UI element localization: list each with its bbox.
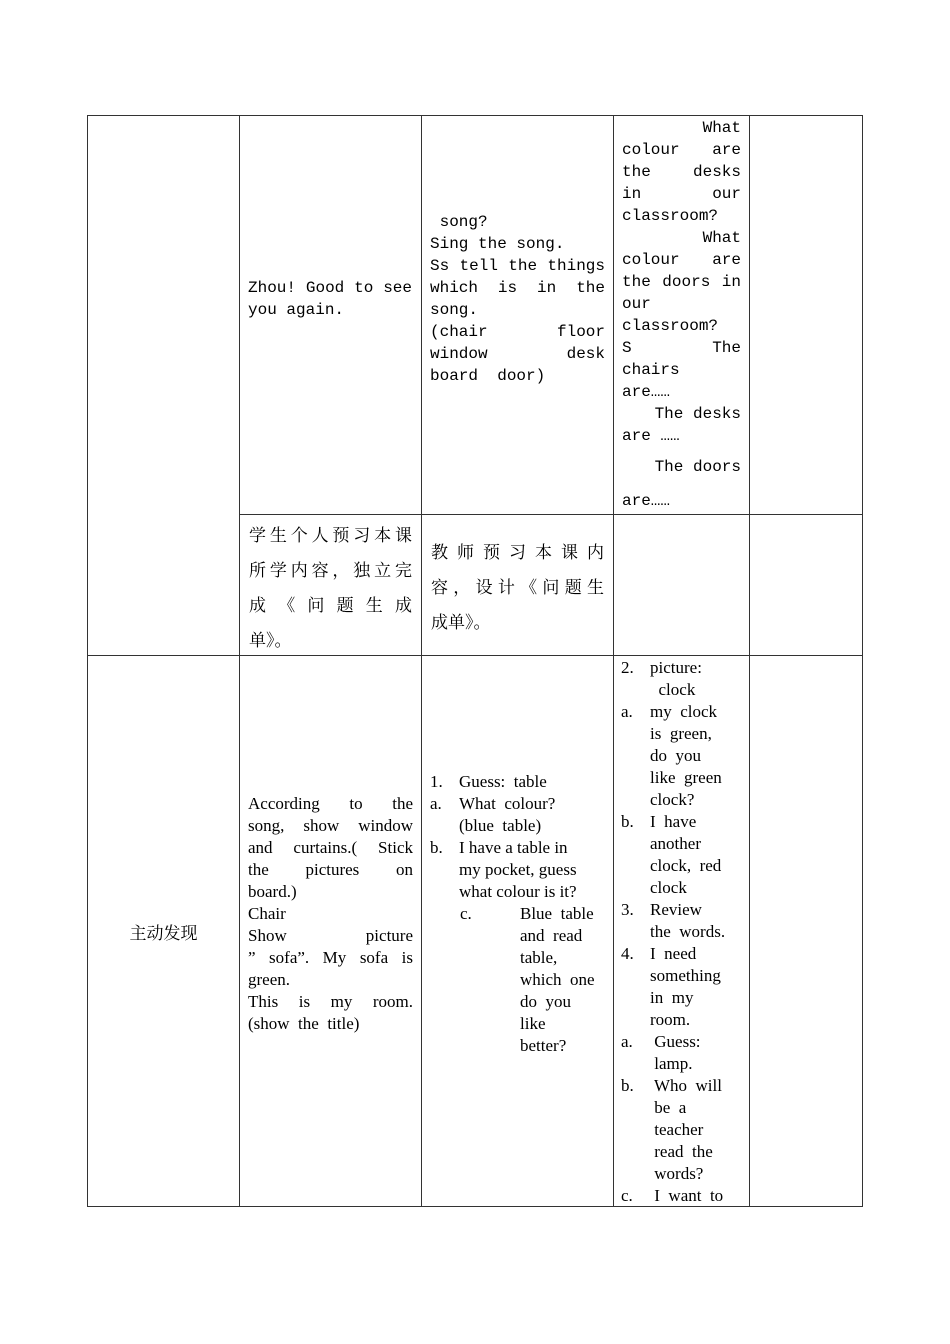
- list-marker: [621, 789, 650, 811]
- list-text: clock: [650, 878, 687, 897]
- list-text: what colour is it?: [459, 882, 577, 901]
- list-text: table,: [520, 948, 558, 967]
- list-item: [621, 1009, 745, 1031]
- list-item: [621, 1141, 745, 1163]
- text-line: board door): [430, 367, 546, 385]
- list-text: which one: [520, 970, 595, 989]
- table-border: [239, 514, 863, 515]
- text-line: window desk: [430, 345, 605, 363]
- cell-clock-activity: [621, 657, 745, 1207]
- list-text: like green: [650, 768, 722, 787]
- text-line: the doors in: [622, 273, 741, 291]
- list-item: [621, 657, 745, 679]
- list-item: [430, 1035, 606, 1057]
- text-line: you again.: [248, 301, 345, 319]
- text-line: classroom?: [622, 207, 719, 225]
- text-line: green.: [248, 970, 291, 989]
- text-line: ” sofa”. My sofa is: [248, 948, 413, 967]
- list-marker: [460, 925, 520, 947]
- list-text: teacher: [650, 1120, 704, 1139]
- list-marker: [621, 745, 650, 767]
- list-marker: a.: [621, 1032, 633, 1051]
- list-marker: [430, 859, 459, 881]
- text-line: 单》。: [249, 631, 292, 651]
- cell-guess-table: [430, 771, 606, 1057]
- list-item: [621, 679, 745, 701]
- text-line: The desks: [654, 405, 741, 423]
- text-line: Zhou! Good to see: [248, 279, 412, 297]
- list-marker: [430, 815, 459, 837]
- table-border: [862, 115, 863, 1207]
- list-item: [430, 837, 606, 859]
- list-marker: a.: [430, 794, 442, 813]
- cell-colour-questions: [622, 117, 741, 512]
- list-marker: [621, 679, 650, 701]
- list-text: (blue table): [459, 816, 542, 835]
- text-line: board.): [248, 882, 297, 901]
- list-marker: [621, 833, 650, 855]
- table-border: [87, 1206, 863, 1207]
- list-item: [621, 811, 745, 833]
- list-marker: [621, 987, 650, 1009]
- list-text: my clock: [650, 702, 718, 721]
- text-line: 教师预习本课内: [431, 543, 604, 563]
- text-line: 成单》。: [431, 613, 491, 633]
- list-text: I have: [650, 812, 697, 831]
- table-border: [239, 115, 240, 1207]
- list-text: I have a table in: [459, 838, 568, 857]
- list-item: [621, 1031, 745, 1053]
- list-marker: [460, 1013, 520, 1035]
- table-border: [87, 115, 863, 116]
- list-item: [621, 701, 745, 723]
- list-marker: [621, 921, 650, 943]
- list-item: [430, 793, 606, 815]
- list-text: something: [650, 966, 721, 985]
- list-item: [621, 1163, 745, 1185]
- list-marker: [621, 1009, 650, 1031]
- text-line: and curtains.( Stick: [248, 838, 413, 857]
- list-item: [621, 723, 745, 745]
- list-marker: [621, 877, 650, 899]
- text-line: What: [702, 119, 741, 137]
- list-marker: [460, 1035, 520, 1057]
- list-item: [621, 745, 745, 767]
- list-text: clock?: [650, 790, 695, 809]
- list-item: [621, 943, 745, 965]
- list-text: Who will: [650, 1076, 722, 1095]
- list-item: [621, 877, 745, 899]
- list-item: [621, 1053, 745, 1075]
- list-item: [621, 767, 745, 789]
- list-text: Guess:: [650, 1032, 701, 1051]
- text-line: 成《问题生成: [249, 596, 412, 616]
- list-item: [430, 903, 606, 925]
- list-marker: c.: [460, 904, 472, 923]
- list-item: [621, 921, 745, 943]
- list-marker: [460, 991, 520, 1013]
- list-item: [430, 815, 606, 837]
- list-text: Review: [650, 900, 702, 919]
- list-item: [621, 899, 745, 921]
- cell-greeting: [248, 277, 412, 321]
- list-item: [430, 925, 606, 947]
- list-marker: b.: [430, 838, 443, 857]
- list-item: [430, 947, 606, 969]
- text-line: classroom?: [622, 317, 719, 335]
- text-line: Chair: [248, 904, 286, 923]
- list-text: and read: [520, 926, 583, 945]
- list-text: my pocket, guess: [459, 860, 577, 879]
- cell-song-activity: [430, 211, 605, 387]
- text-line: song.: [430, 301, 479, 319]
- table-border: [613, 115, 614, 1207]
- list-text: I want to: [650, 1186, 724, 1205]
- stage-label: 主动发现: [129, 924, 198, 944]
- list-item: [430, 969, 606, 991]
- list-text: is green,: [650, 724, 712, 743]
- list-text: What colour?: [459, 794, 556, 813]
- list-text: Guess: table: [459, 772, 547, 791]
- table-border: [749, 115, 750, 1207]
- text-line: in our: [622, 185, 741, 203]
- table-border: [87, 115, 88, 1207]
- list-marker: b.: [621, 812, 634, 831]
- list-marker: [621, 1119, 650, 1141]
- list-text: clock: [650, 680, 696, 699]
- list-text: Blue table: [520, 904, 594, 923]
- list-marker: [460, 947, 520, 969]
- text-line: S The: [622, 339, 741, 357]
- text-line: Sing the song.: [430, 235, 565, 253]
- cell-teacher-preview: [431, 536, 604, 641]
- list-item: [430, 1013, 606, 1035]
- list-marker: c.: [621, 1186, 633, 1205]
- list-item: [621, 855, 745, 877]
- list-marker: [621, 1053, 650, 1075]
- list-text: do you: [650, 746, 701, 765]
- list-text: clock, red: [650, 856, 722, 875]
- list-marker: b.: [621, 1076, 634, 1095]
- list-marker: [621, 855, 650, 877]
- list-marker: 2.: [621, 658, 634, 677]
- table-border: [87, 655, 863, 656]
- list-item: [430, 771, 606, 793]
- cell-student-preview: [249, 519, 412, 659]
- text-line: 容，设计《问题生: [431, 578, 604, 598]
- list-text: lamp.: [650, 1054, 693, 1073]
- list-text: do you: [520, 992, 571, 1011]
- list-marker: [460, 969, 520, 991]
- list-marker: 3.: [621, 900, 634, 919]
- text-line: colour are: [622, 251, 741, 269]
- list-item: [430, 991, 606, 1013]
- list-item: [621, 987, 745, 1009]
- list-item: [621, 1075, 745, 1097]
- text-line: (show the title): [248, 1014, 360, 1033]
- text-line: the desks: [622, 163, 741, 181]
- text-line: are ……: [622, 427, 680, 445]
- list-text: better?: [520, 1036, 567, 1055]
- list-text: picture:: [650, 658, 702, 677]
- list-marker: [621, 1097, 650, 1119]
- list-marker: [621, 1141, 650, 1163]
- list-marker: [621, 1163, 650, 1185]
- text-line: According to the: [248, 794, 413, 813]
- text-line: Show picture: [248, 926, 413, 945]
- text-line: our: [622, 295, 651, 313]
- list-text: the words.: [650, 922, 726, 941]
- list-text: words?: [650, 1164, 704, 1183]
- list-marker: [621, 965, 650, 987]
- list-item: [621, 789, 745, 811]
- list-item: [621, 965, 745, 987]
- text-line: The doors: [654, 458, 741, 476]
- list-text: like: [520, 1014, 546, 1033]
- list-marker: [430, 881, 459, 903]
- list-item: [621, 1185, 745, 1207]
- text-line: are……: [622, 492, 671, 510]
- list-item: [621, 833, 745, 855]
- list-marker: [621, 723, 650, 745]
- list-marker: a.: [621, 702, 633, 721]
- list-marker: [621, 767, 650, 789]
- text-line: What: [702, 229, 741, 247]
- cell-presentation: [248, 793, 413, 1035]
- list-item: [430, 859, 606, 881]
- list-text: room.: [650, 1010, 691, 1029]
- list-marker: 4.: [621, 944, 634, 963]
- text-line: 学生个人预习本课: [249, 526, 412, 546]
- list-item: [621, 1119, 745, 1141]
- text-line: song?: [430, 213, 488, 231]
- list-item: [430, 881, 606, 903]
- text-line: 所学内容，独立完: [249, 561, 412, 581]
- table-border: [421, 115, 422, 1207]
- list-item: [621, 1097, 745, 1119]
- text-line: are……: [622, 383, 671, 401]
- text-line: the pictures on: [248, 860, 413, 879]
- text-line: Ss tell the things: [430, 257, 605, 275]
- list-text: be a: [650, 1098, 687, 1117]
- text-line: song, show window: [248, 816, 413, 835]
- list-text: read the: [650, 1142, 713, 1161]
- list-text: I need: [650, 944, 697, 963]
- list-text: in my: [650, 988, 694, 1007]
- text-line: colour are: [622, 141, 741, 159]
- text-line: chairs: [622, 361, 680, 379]
- list-marker: 1.: [430, 772, 443, 791]
- list-text: another: [650, 834, 701, 853]
- text-line: which is in the: [430, 279, 605, 297]
- text-line: This is my room.: [248, 992, 413, 1011]
- text-line: (chair floor: [430, 323, 605, 341]
